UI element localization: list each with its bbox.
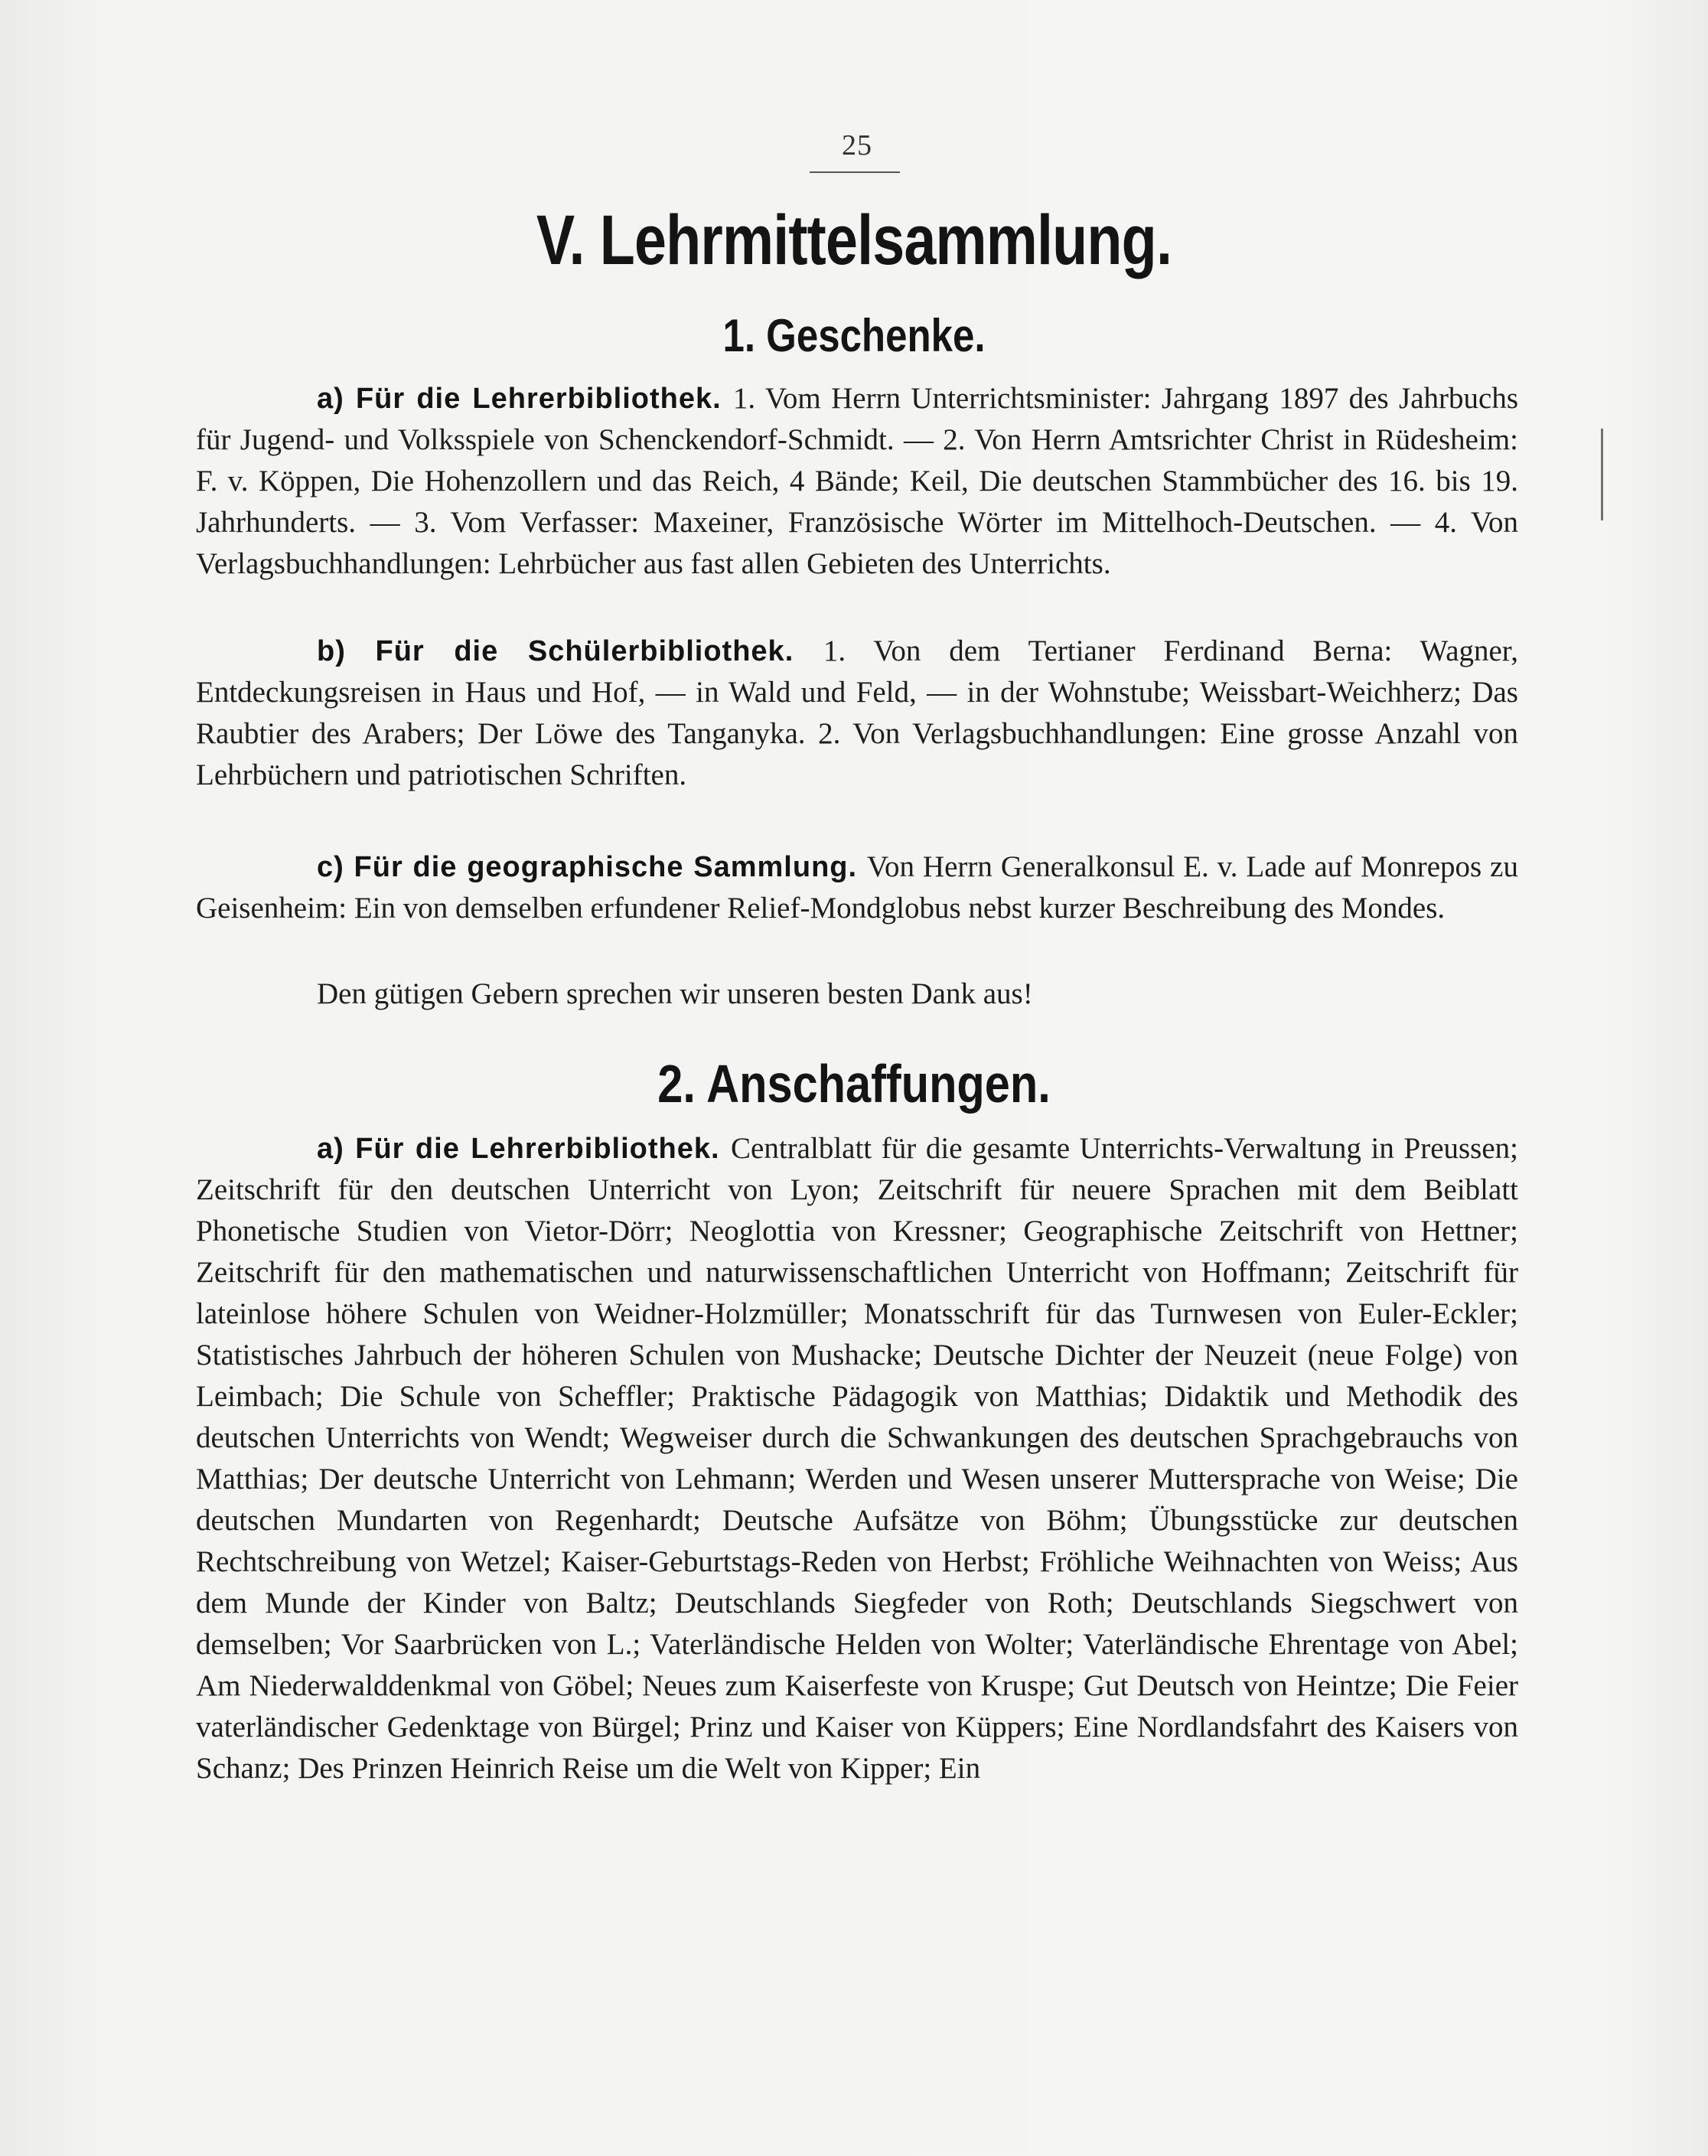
paragraph-lead: c) Für die geographische Sammlung.	[317, 851, 867, 883]
chapter-title: V. Lehrmittelsammlung.	[536, 201, 1172, 279]
paragraph-text: Centralblatt für die gesamte Unterrichts-Verwaltung in Preussen; Zeitschrift für den deutschen Unterricht von Lyon; Zeitschrift für neuere Sprachen mit dem Beiblatt Phonetische Studien von Vietor-Dörr; Neoglottia von Kressner; Geographische Zeitschrift von Hettner; Zeitschrift für den mathematischen und naturwissenschaftlichen Unterricht von Hoffmann; Zeitschrift für lateinlose höhere Schulen von Weidner-Holzmüller; Monatsschrift für das Turnwesen von Euler-Eckler; Statistisches Jahrbuch der höheren Schulen von Mushacke; Deutsche Dichter der Neuzeit (neue Folge) von Leimbach; Die Schule von Scheffler; Praktische Pädagogik von Matthias; Didaktik und Methodik des deutschen Unterrichts von Wendt; Wegweiser durch die Schwankungen des deutschen Sprachgebrauchs von Matthias; Der deutsche Unterricht von Lehmann; Werden und Wesen unserer Muttersprache von Weise; Die deutschen Mundarten von Regenhardt; Deutsche Aufsätze von Böhm; Übungsstücke zur deutschen Rechtschreibung von Wetzel; Kaiser-Geburtstags-Reden von Herbst; Fröhliche Weihnachten von Weiss; Aus dem Munde der Kinder von Baltz; Deutschlands Siegfeder von Roth; Deutschlands Siegschwert von demselben; Vor Saarbrücken von L.; Vaterländische Helden von Wolter; Vaterländische Ehrentage von Abel; Am Niederwalddenkmal von Göbel; Neues zum Kaiserfeste von Kruspe; Gut Deutsch von Heintze; Die Feier vaterländischer Gedenktage von Bürgel; Prinz und Kaiser von Küppers; Eine Nordlandsfahrt des Kaisers von Schanz; Des Prinzen Heinrich Reise um die Welt von Kipper; Ein	[196, 1132, 1519, 1785]
paragraph-text: 1. Von dem Tertianer Ferdinand Berna: Wagner, Entdeckungsreisen in Haus und Hof, — in Wald und Feld, — in der Wohnstube; Weissbart-Weichherz; Das Raubtier des Arabers; Der Löwe des Tanganyka. 2. Von Verlagsbuchhandlungen: Eine grosse Anzahl von Lehrbüchern und patriotischen Schriften.	[196, 634, 1518, 791]
section-heading-anschaffungen: 2. Anschaffungen.	[657, 1054, 1051, 1114]
paragraph-geschenke-lehrerbibliothek	[196, 378, 1518, 585]
paragraph-text: 1. Vom Herrn Unterrichtsminister: Jahrgang 1897 des Jahrbuchs für Jugend- und Volksspiele von Schenckendorf-Schmidt. — 2. Von Herrn Amtsrichter Christ in Rüdesheim: F. v. Köppen, Die Hohenzollern und das Reich, 4 Bände; Keil, Die deutschen Stammbücher des 16. bis 19. Jahrhunderts. — 3. Vom Verfasser: Maxeiner, Französische Wörter im Mittelhoch-Deutschen. — 4. Von Verlagsbuchhandlungen: Lehrbücher aus fast allen Gebieten des Unterrichts.	[196, 382, 1518, 580]
paragraph-lead: a) Für die Lehrerbibliothek.	[317, 383, 733, 415]
page-number-rule	[810, 171, 900, 173]
paragraph-lead: a) Für die Lehrerbibliothek.	[317, 1133, 732, 1165]
paragraph-geschenke-schuelerbibliothek	[196, 631, 1518, 796]
paragraph-lead: b) Für die Schülerbibliothek.	[317, 635, 823, 667]
paragraph-dank	[196, 974, 1518, 1015]
section-heading-geschenke: 1. Geschenke.	[722, 310, 986, 361]
paragraph-geschenke-geographische-sammlung	[196, 846, 1518, 929]
page-number: 25	[842, 129, 872, 161]
margin-mark	[1601, 429, 1603, 520]
paragraph-text: Den gütigen Gebern sprechen wir unseren besten Dank aus!	[317, 977, 1033, 1010]
paragraph-text: Von Herrn Generalkonsul E. v. Lade auf Monrepos zu Geisenheim: Ein von demselben erfundener Relief-Mondglobus nebst kurzer Beschreibung des Mondes.	[196, 850, 1518, 925]
paragraph-anschaffungen-lehrerbibliothek	[196, 1128, 1518, 1789]
